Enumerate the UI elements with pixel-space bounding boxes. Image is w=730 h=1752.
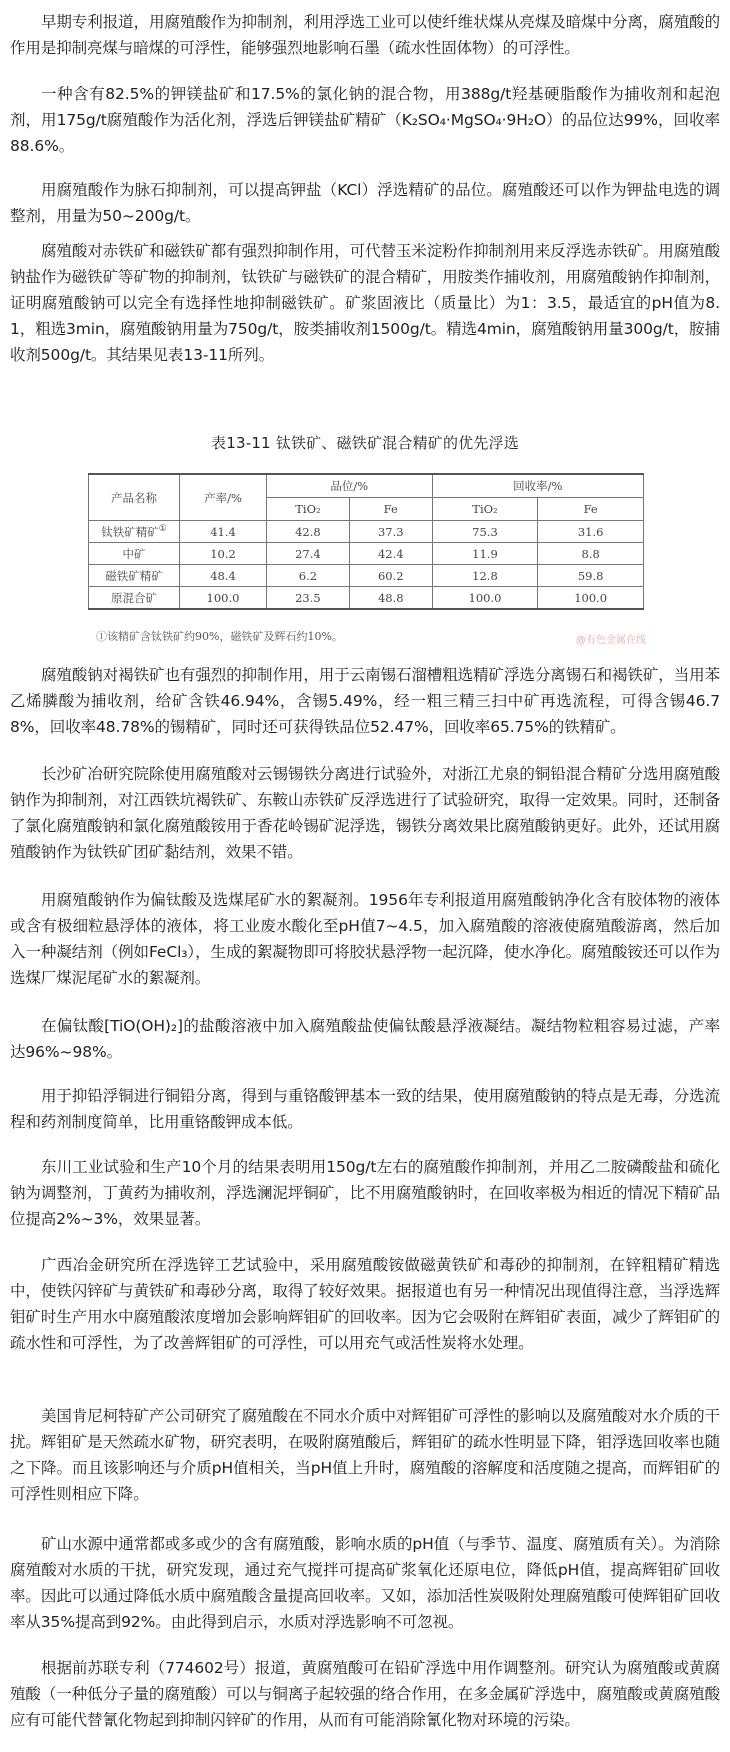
paragraph-11: 广西冶金研究所在浮选锌工艺试验中，采用腐殖酸铵做磁黄铁矿和毒砂的抑制剂，在锌粗精矿精选中，使铁闪锌矿与黄铁矿和毒砂分离，取得了较好效果。据报道也有另一种情况出现值得注意，当浮选辉钼矿时生产用水中腐殖酸浓度增加会影响辉钼矿的回收率。因为它会吸附在辉钼矿表面，减少了辉钼矿的疏水性和可浮性，为了改善辉钼矿的可浮性，可以用充气或活性炭将水处理。 bbox=[10, 1256, 720, 1352]
paragraph-12: 美国肯尼柯特矿产公司研究了腐殖酸在不同水介质中对辉钼矿可浮性的影响以及腐殖酸对水介质的干扰。辉钼矿是天然疏水矿物，研究表明，在吸附腐殖酸后，辉钼矿的疏水性明显下降，钼浮选回收率也随之下降。而且该影响还与介质pH值相关，当pH值上升时，腐殖酸的溶解度和活度随之提高，而辉钼矿的可浮性则相应下降。 bbox=[10, 1407, 720, 1503]
cell-rec-fe: 31.6 bbox=[538, 521, 644, 543]
row-name: 磁铁矿精矿 bbox=[89, 565, 180, 587]
paragraph-1: 早期专利报道，用腐殖酸作为抑制剂，利用浮选工业可以使纤维状煤从亮煤及暗煤中分离，腐殖酸的作用是抑制亮煤与暗煤的可浮性，能够强烈地影响石墨（疏水性固体物）的可浮性。 bbox=[10, 13, 720, 57]
row-name: 中矿 bbox=[89, 543, 180, 565]
paragraph-13: 矿山水源中通常都或多或少的含有腐殖酸，影响水质的pH值（与季节、温度、腐殖质有关）。为消除腐殖酸对水质的干扰，研究发现，通过充气搅拌可提高矿浆氧化还原电位，降低pH值，提高辉钼矿回收率。因此可以通过降低水质中腐殖酸含量提高回收率。又如，添加活性炭吸附处理腐殖酸可使辉钼矿回收率从35%提高到92%。由此得到启示，水质对浮选影响不可忽视。 bbox=[10, 1535, 720, 1631]
cell-yield: 41.4 bbox=[180, 521, 267, 543]
watermark: @有色金属在线 bbox=[576, 635, 646, 646]
table-caption: 表13-11 钛铁矿、磁铁矿混合精矿的优先浮选 bbox=[211, 434, 519, 452]
cell-grade-fe: 42.4 bbox=[349, 543, 432, 565]
cell-yield: 48.4 bbox=[180, 565, 267, 587]
row-name: 钛铁矿精矿 bbox=[101, 524, 159, 539]
cell-grade-tio2: 23.5 bbox=[267, 587, 350, 610]
paragraph-4: 腐殖酸对赤铁矿和磁铁矿都有强烈抑制作用，可代替玉米淀粉作抑制剂用来反浮选赤铁矿。用腐殖酸钠盐作为磁铁矿等矿物的抑制剂，钛铁矿与磁铁矿的混合精矿，用胺类作捕收剂，用腐殖酸钠作抑制剂，证明腐殖酸钠可以完全有选择性地抑制磁铁矿。矿浆固液比（质量比）为1：3.5，最适宜的pH值为8.1，粗选3min，腐殖酸钠用量为750g/t，胺类捕收剂1500g/t。精选4min，腐殖酸钠用量300g/t，胺捕收剂500g/t。其结果见表13-11所列。 bbox=[10, 242, 720, 364]
header-yield: 产率/% bbox=[180, 474, 267, 521]
cell-yield: 100.0 bbox=[180, 587, 267, 610]
results-table bbox=[88, 473, 644, 610]
paragraph-6: 长沙矿冶研究院除使用腐殖酸对云锡锡铁分离进行试验外，对浙江尤泉的铜铅混合精矿分选用腐殖酸钠作为抑制剂，对江西铁坑褐铁矿、东鞍山赤铁矿反浮选进行了试验研究，取得一定效果。同时，还制备了氯化腐殖酸钠和氯化腐殖酸铵用于香花岭锡矿泥浮选，锡铁分离效果比腐殖酸钠更好。此外，还试用腐殖酸钠作为钛铁矿团矿黏结剂，效果不错。 bbox=[10, 765, 720, 861]
paragraph-8: 在偏钛酸[TiO(OH)₂]的盐酸溶液中加入腐殖酸盐使偏钛酸悬浮液凝结。凝结物粒粗容易过滤，产率达96%~98%。 bbox=[10, 1017, 720, 1061]
cell-rec-fe: 8.8 bbox=[538, 543, 644, 565]
header-product: 产品名称 bbox=[89, 474, 180, 521]
header-rec-fe: Fe bbox=[538, 498, 644, 521]
cell-rec-fe: 59.8 bbox=[538, 565, 644, 587]
cell-rec-tio2: 75.3 bbox=[432, 521, 538, 543]
paragraph-3: 用腐殖酸作为脉石抑制剂，可以提高钾盐（KCl）浮选精矿的品位。腐殖酸还可以作为钾盐电选的调整剂，用量为50~200g/t。 bbox=[10, 181, 720, 225]
table-row bbox=[89, 565, 644, 587]
table-row bbox=[89, 521, 644, 543]
header-recovery: 回收率/% bbox=[432, 474, 643, 498]
paragraph-14: 根据前苏联专利（774602号）报道，黄腐殖酸可在铅矿浮选中用作调整剂。研究认为腐殖酸或黄腐殖酸（一种低分子量的腐殖酸）可以与铜离子起较强的络合作用，在多金属矿浮选中，腐殖酸或黄腐殖酸应有可能代替氰化物起到抑制闪锌矿的作用，从而有可能消除氰化物对环境的污染。 bbox=[10, 1659, 720, 1729]
table-footnote: ①该精矿含钛铁矿约90%，磁铁矿及辉石约10%。 bbox=[96, 630, 343, 643]
paragraph-10: 东川工业试验和生产10个月的结果表明用150g/t左右的腐殖酸作抑制剂，并用乙二胺磷酸盐和硫化钠为调整剂，丁黄药为捕收剂，浮选澜泥坪铜矿，比不用腐殖酸钠时，在回收率极为相近的情况下精矿品位提高2%~3%，效果显著。 bbox=[10, 1158, 720, 1228]
footnote-mark: ① bbox=[158, 523, 167, 534]
paragraph-2: 一种含有82.5%的钾镁盐矿和17.5%的氯化钠的混合物，用388g/t羟基硬脂酸作为捕收剂和起泡剂，用175g/t腐殖酸作为活化剂，浮选后钾镁盐矿精矿（K₂SO₄·MgSO₄·9H₂O）的品位达99%，回收率88.6%。 bbox=[10, 85, 720, 155]
table-row bbox=[89, 543, 644, 565]
cell-rec-fe: 100.0 bbox=[538, 587, 644, 610]
header-rec-tio2: TiO₂ bbox=[432, 498, 538, 521]
cell-rec-tio2: 12.8 bbox=[432, 565, 538, 587]
paragraph-7: 用腐殖酸钠作为偏钛酸及选煤尾矿水的絮凝剂。1956年专利报道用腐殖酸钠净化含有胶体物的液体或含有极细粒悬浮体的液体，将工业废水酸化至pH值7~4.5，加入腐殖酸的溶液使腐殖酸游离，然后加入一种凝结剂（例如FeCl₃），生成的絮凝物即可将胶状悬浮物一起沉降，使水净化。腐殖酸铵还可以作为选煤厂煤泥尾矿水的絮凝剂。 bbox=[10, 891, 720, 987]
cell-rec-tio2: 11.9 bbox=[432, 543, 538, 565]
paragraph-9: 用于抑铅浮铜进行铜铅分离，得到与重铬酸钾基本一致的结果，使用腐殖酸钠的特点是无毒，分选流程和药剂制度简单，比用重铬酸钾成本低。 bbox=[10, 1087, 720, 1131]
cell-grade-tio2: 42.8 bbox=[267, 521, 350, 543]
cell-grade-fe: 60.2 bbox=[349, 565, 432, 587]
cell-grade-fe: 48.8 bbox=[349, 587, 432, 610]
header-grade-tio2: TiO₂ bbox=[267, 498, 350, 521]
paragraph-5: 腐殖酸钠对褐铁矿也有强烈的抑制作用，用于云南锡石溜槽粗选精矿浮选分离锡石和褐铁矿，当用苯乙烯膦酸为捕收剂，给矿含铁46.94%，含锡5.49%，经一粗三精三扫中矿再选流程，可得含锡46.78%，回收率48.78%的锡精矿，同时还可获得铁品位52.47%，回收率65.75%的铁精矿。 bbox=[10, 666, 720, 736]
header-grade: 品位/% bbox=[267, 474, 433, 498]
cell-yield: 10.2 bbox=[180, 543, 267, 565]
cell-grade-tio2: 27.4 bbox=[267, 543, 350, 565]
cell-rec-tio2: 100.0 bbox=[432, 587, 538, 610]
cell-grade-tio2: 6.2 bbox=[267, 565, 350, 587]
header-grade-fe: Fe bbox=[349, 498, 432, 521]
row-name: 原混合矿 bbox=[89, 587, 180, 610]
table-row bbox=[89, 587, 644, 610]
cell-grade-fe: 37.3 bbox=[349, 521, 432, 543]
